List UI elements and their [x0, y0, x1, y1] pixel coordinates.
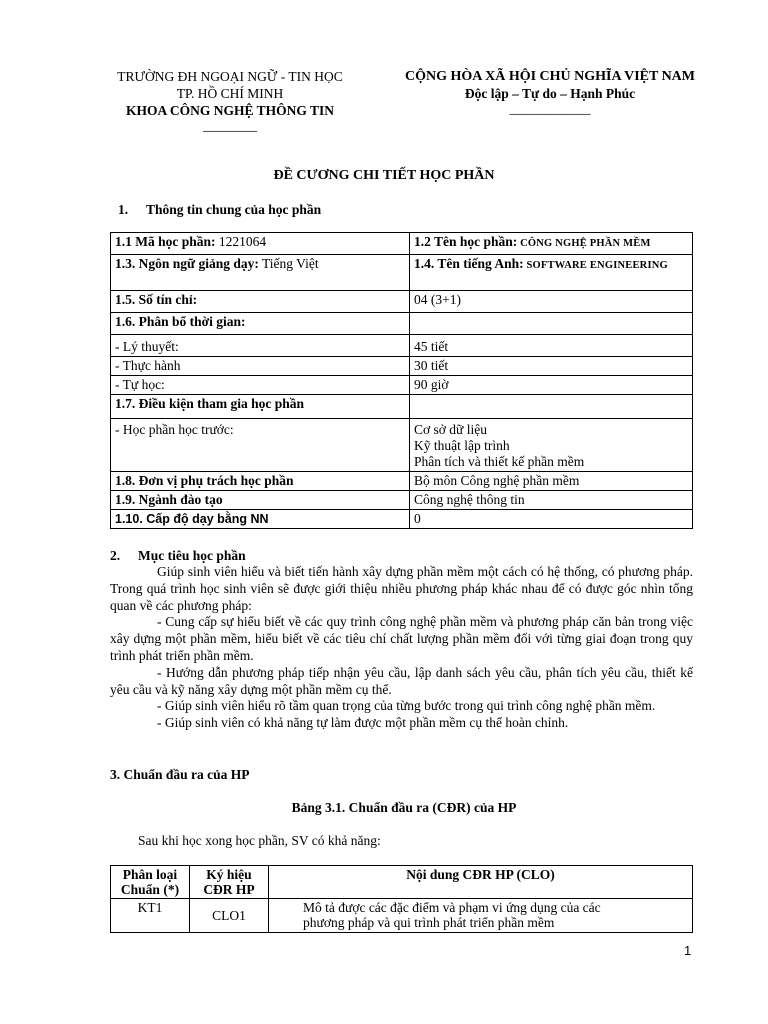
page-number: 1 — [684, 943, 692, 958]
table-cell: Công nghệ thông tin — [410, 491, 693, 510]
table-row — [111, 357, 693, 376]
table-cell: KT1 — [111, 899, 190, 933]
table-cell: 30 tiết — [410, 357, 693, 376]
table-cell: 1.10. Cấp độ dạy bằng NN — [111, 510, 410, 529]
table-cell: 1.5. Số tín chỉ: — [111, 291, 410, 313]
section-3-heading: 3. Chuẩn đầu ra của HP — [110, 767, 250, 782]
paragraph: - Giúp sinh viên hiểu rõ tầm quan trọng của từng bước trong qui trình công nghệ phần mềm. — [157, 698, 656, 714]
table-row — [111, 491, 693, 510]
table-cell: 1.1 Mã học phần: 1221064 — [111, 233, 410, 255]
table-cell: 1.6. Phân bổ thời gian: — [111, 313, 410, 335]
course-info-table — [110, 232, 693, 529]
table-cell: - Thực hành — [111, 357, 410, 376]
school-city: TP. HỒ CHÍ MINH — [176, 86, 284, 101]
table-cell: Mô tả được các đặc điểm và phạm vi ứng dụng của các phương pháp và qui trình phát triển phần mềm — [269, 899, 693, 933]
table-cell: 0 — [410, 510, 693, 529]
table-cell: Bộ môn Công nghệ phần mềm — [410, 472, 693, 491]
table-cell: 1.4. Tên tiếng Anh: SOFTWARE ENGINEERING — [410, 255, 693, 291]
table-row — [111, 255, 693, 291]
table-cell: 1.3. Ngôn ngữ giảng dạy: Tiếng Việt — [111, 255, 410, 291]
table-cell — [410, 419, 693, 472]
section-1-heading: Thông tin chung của học phần — [146, 202, 322, 217]
table-row — [111, 866, 693, 899]
clo-table — [110, 865, 693, 933]
nation-name: CỘNG HÒA XÃ HỘI CHỦ NGHĨA VIỆT NAM — [404, 69, 695, 84]
section-1-number: 1. — [118, 202, 129, 217]
school-header — [80, 68, 380, 134]
table-cell: 90 giờ — [410, 376, 693, 395]
right-rule: ____________ — [509, 101, 591, 116]
section-2-heading: Mục tiêu học phần — [138, 548, 246, 563]
table-header-cell: Ký hiệu CĐR HP — [190, 866, 269, 899]
table-row — [111, 291, 693, 313]
table-cell: 04 (3+1) — [410, 291, 693, 313]
table-cell — [410, 395, 693, 419]
table-header-cell: Phân loại Chuẩn (*) — [111, 866, 190, 899]
table-row — [111, 313, 693, 335]
table-row — [111, 335, 693, 357]
table-cell: CLO1 — [190, 899, 269, 933]
table-cell: 1.7. Điều kiện tham gia học phần — [111, 395, 410, 419]
table-row — [111, 899, 693, 933]
table-row — [111, 376, 693, 395]
table-cell: - Lý thuyết: — [111, 335, 410, 357]
table-cell: - Tự học: — [111, 376, 410, 395]
table-caption: Bảng 3.1. Chuẩn đầu ra (CĐR) của HP — [291, 800, 517, 815]
paragraph: - Cung cấp sự hiểu biết về các quy trình công nghệ phần mềm và phương pháp căn bản trong việc xây dựng một phần mềm, hiểu biết về các tiêu chí chất lượng phần mềm đối với từng giai đoạn trong quy trình phát triển phần mềm. — [110, 614, 693, 663]
paragraph: - Giúp sinh viên có khả năng tự làm được một phần mềm cụ thể hoàn chỉnh. — [157, 715, 569, 731]
table-cell — [410, 313, 693, 335]
table-cell: 1.2 Tên học phần: CÔNG NGHỆ PHẦN MỀM — [410, 233, 693, 255]
document-title: ĐỀ CƯƠNG CHI TIẾT HỌC PHẦN — [273, 168, 495, 183]
table-row — [111, 395, 693, 419]
prerequisite-item: Phân tích và thiết kế phần mềm — [414, 454, 585, 469]
prerequisite-item: Kỹ thuật lập trình — [414, 438, 510, 453]
school-name: TRƯỜNG ĐH NGOẠI NGỮ - TIN HỌC — [117, 69, 343, 84]
intro-text: Sau khi học xong học phần, SV có khả năng: — [138, 833, 381, 848]
table-row — [111, 419, 693, 472]
table-cell: - Học phần học trước: — [111, 419, 410, 472]
paragraph: - Hướng dẫn phương pháp tiếp nhận yêu cầu, lập danh sách yêu cầu, phân tích yêu cầu, thiết kế yêu cầu và kỹ năng xây dựng một phần mềm cụ thể. — [110, 664, 693, 697]
objectives-body — [110, 564, 693, 732]
table-cell: 1.9. Ngành đào tạo — [111, 491, 410, 510]
table-row — [111, 510, 693, 529]
table-cell: 45 tiết — [410, 335, 693, 357]
table-row — [111, 233, 693, 255]
paragraph: Giúp sinh viên hiểu và biết tiến hành xây dựng phần mềm một cách có hệ thống, có phương pháp. Trong quá trình học sinh viên sẽ được giới thiệu nhiều phương pháp khác nhau để có được góc nhìn tổng quan về các phương pháp: — [110, 564, 693, 613]
table-cell: 1.8. Đơn vị phụ trách học phần — [111, 472, 410, 491]
table-header-cell: Nội dung CĐR HP (CLO) — [269, 866, 693, 899]
table-row — [111, 472, 693, 491]
section-2-number: 2. — [110, 548, 121, 563]
left-rule: ________ — [203, 118, 257, 133]
faculty-name: KHOA CÔNG NGHỆ THÔNG TIN — [125, 103, 335, 118]
nation-header — [380, 68, 720, 117]
prerequisite-item: Cơ sở dữ liệu — [414, 422, 487, 437]
nation-motto: Độc lập – Tự do – Hạnh Phúc — [464, 86, 636, 101]
